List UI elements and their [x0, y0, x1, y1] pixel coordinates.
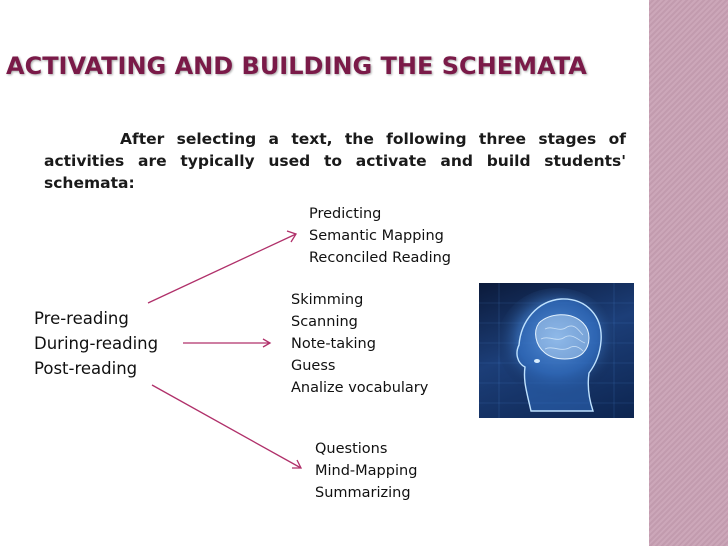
- stage-during-reading: During-reading: [34, 334, 159, 353]
- arrow-to-pre-reading: [148, 234, 296, 303]
- activity-item: Scanning: [291, 314, 358, 330]
- intro-paragraph: After selecting a text, the following three stages of activities are typically used to activate and build students' schemata:: [44, 130, 626, 192]
- activity-item: Reconciled Reading: [309, 250, 451, 266]
- activity-item: Note-taking: [291, 336, 376, 352]
- slide-title: ACTIVATING AND BUILDING THE SCHEMATA: [6, 52, 587, 80]
- stage-pre-reading: Pre-reading: [34, 309, 129, 328]
- activity-item: Questions: [315, 441, 388, 457]
- activity-item: Mind-Mapping: [315, 463, 418, 479]
- stage-post-reading: Post-reading: [34, 359, 138, 378]
- activity-item: Summarizing: [315, 485, 411, 501]
- arrow-to-post-reading: [152, 385, 301, 468]
- activity-item: Predicting: [309, 206, 382, 222]
- digital-brain-head-image: [479, 283, 634, 418]
- activity-item: Analize vocabulary: [291, 380, 429, 396]
- brain-head-icon: [479, 283, 634, 418]
- activity-item: Skimming: [291, 292, 364, 308]
- activity-item: Semantic Mapping: [309, 228, 444, 244]
- activity-item: Guess: [291, 358, 336, 374]
